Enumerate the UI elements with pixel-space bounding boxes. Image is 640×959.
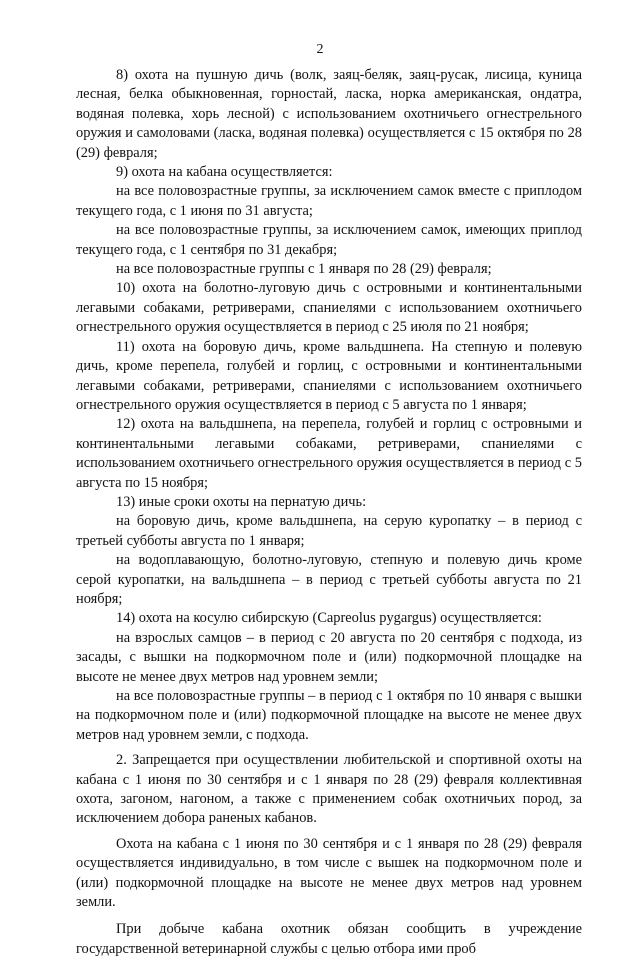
paragraph-12-woodcock: 12) охота на вальдшнепа, на перепела, голубей и горлиц с островными и континентальными легавыми собаками, ретриверами, спаниелями с использованием охотничьего огнестрельного оружия осуществляется в период с 5 августа по 15 ноября; (76, 416, 582, 491)
paragraph-roe-deer-all-groups: на все половозрастные группы – в период с 1 октября по 10 января с вышки на подкормочном поле и (или) подкормочной площадке на высоте не менее двух метров над уровнем земли, с подхода. (76, 688, 582, 743)
paragraph-boar-june-august: на все половозрастные группы, за исключением самок вместе с приплодом текущего года, с 1 июня по 31 августа; (76, 183, 582, 219)
paragraph-13-other-bird-terms: 13) иные сроки охоты на пернатую дичь: (116, 493, 367, 510)
paragraph-roe-deer-males: на взрослых самцов – в период с 20 августа по 20 сентября с подхода, из засады, с вышки на подкормочном поле и (или) подкормочной площадке на высоте не менее двух метров над уровнем земли; (76, 629, 582, 685)
page-number: 2 (316, 42, 324, 57)
paragraph-11-upland-game: 11) охота на боровую дичь, кроме вальдшнепа. На степную и полевую дичь, кроме перепела, голубей и горлиц, с островными и континентальными легавыми собаками, ретриверами, спаниелями с использованием охотничьего огнестрельного оружия осуществляется в период с 5 августа по 1 января; (76, 338, 582, 413)
paragraph-8-fur-game: 8) охота на пушную дичь (волк, заяц-беляк, заяц-русак, лисица, куница лесная, белка обыкновенная, горностай, ласка, норка американская, ондатра, водяная полевка, хорь лесной) с использованием охотничьего огнестрельного оружия и самоловами (ласка, водяная полевка) осуществляется с 15 октября по 28 (29) февраля; (76, 67, 582, 161)
paragraph-9-boar: 9) охота на кабана осуществляется: (116, 164, 333, 181)
paragraph-boar-january-february: на все половозрастные группы с 1 января по 28 (29) февраля; (116, 261, 492, 278)
document-body (76, 66, 582, 959)
paragraph-10-marsh-game: 10) охота на болотно-луговую дичь с островными и континентальными легавыми собаками, ретриверами, спаниелями с использованием охотничьего огнестрельного оружия осуществляется в период с 25 июля по 21 ноября; (76, 280, 582, 336)
paragraph-waterfowl: на водоплавающую, болотно-луговую, степную и полевую дичь кроме серой куропатки, на вальдшнепа – в период с третьей субботы августа по 21 ноября; (76, 552, 582, 607)
paragraph-2-prohibition: 2. Запрещается при осуществлении любительской и спортивной охоты на кабана с 1 июня по 30 сентября и с 1 января по 28 (29) февраля коллективная охота, загоном, нагоном, а также с применением собак охотничьих пород, за исключением добора раненых кабанов. (76, 752, 582, 827)
paragraph-boar-september-december: на все половозрастные группы, за исключением самок, имеющих приплод текущего года, с 1 сентября по 31 декабря; (76, 222, 582, 258)
paragraph-14-roe-deer: 14) охота на косулю сибирскую (Capreolus pygargus) осуществляется: (116, 610, 542, 627)
paragraph-upland-partridge: на боровую дичь, кроме вальдшнепа, на серую куропатку – в период с третьей субботы августа по 1 января; (76, 513, 582, 549)
paragraph-individual-boar-hunting: Охота на кабана с 1 июня по 30 сентября и с 1 января по 28 (29) февраля осуществляется индивидуально, в том числе с вышек на подкормочном поле и (или) подкормочной площадке на высоте не менее двух метров над уровнем земли. (76, 835, 582, 911)
paragraph-boar-reporting: При добыче кабана охотник обязан сообщить в учреждение государственной ветеринарной службы с целью отбора ими проб (76, 921, 582, 957)
